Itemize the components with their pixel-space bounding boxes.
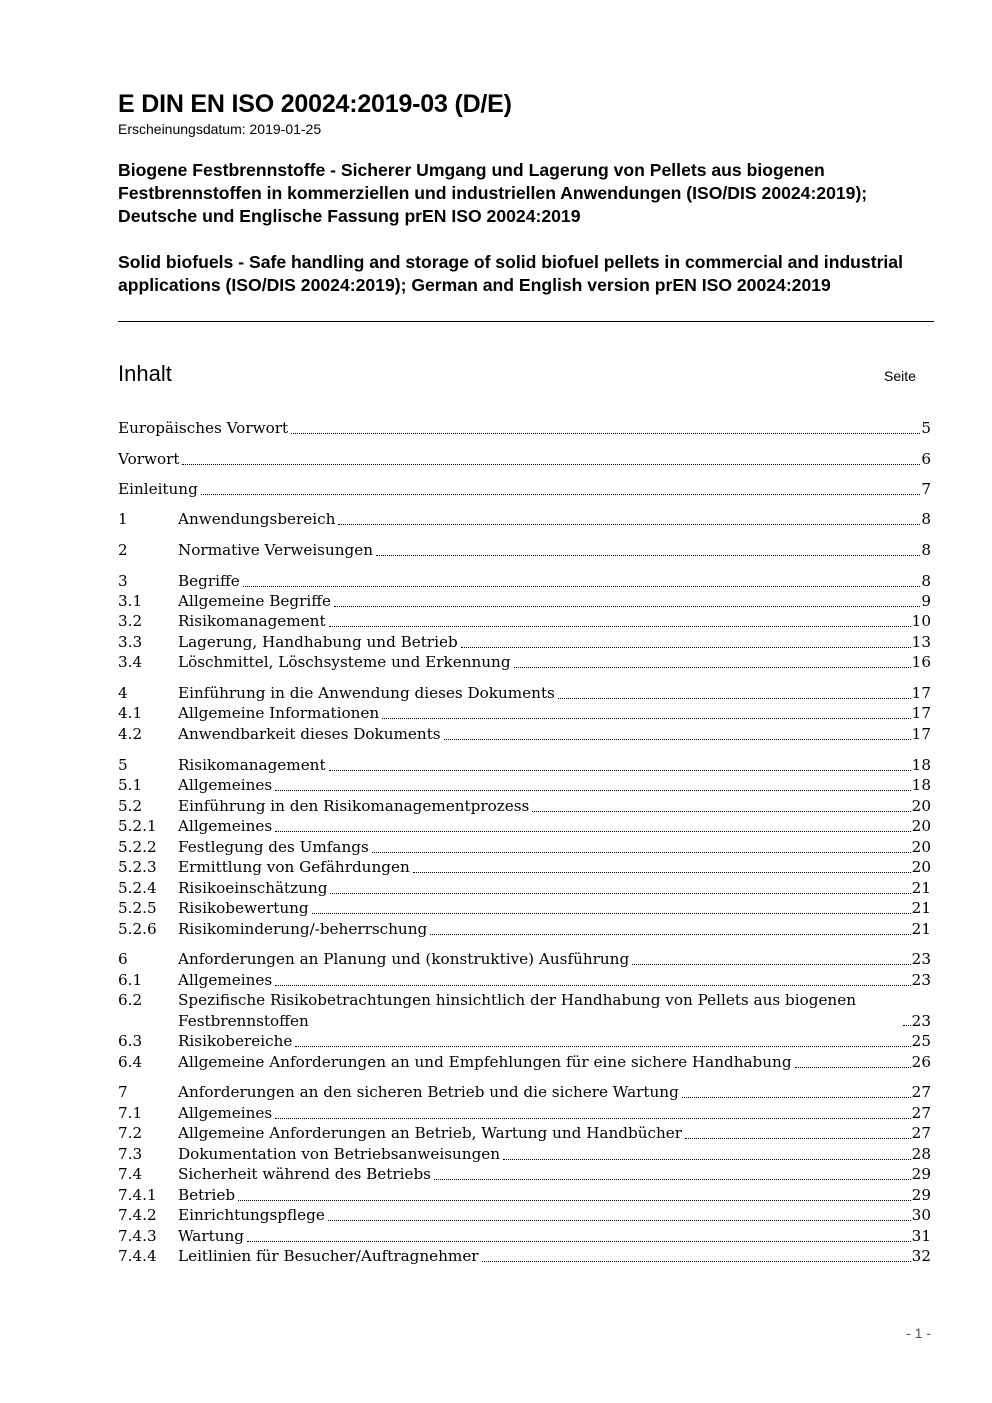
- toc-entry-title: Allgemeine Anforderungen an und Empfehlungen für eine sichere Handhabung: [178, 1053, 792, 1071]
- toc-dot-leader: [685, 1138, 911, 1139]
- toc-entry[interactable]: [118, 479, 931, 500]
- toc-entry[interactable]: [118, 1144, 931, 1165]
- toc-entry-page: 9: [921, 592, 931, 610]
- toc-entry[interactable]: [118, 857, 931, 878]
- toc-dot-leader: [514, 667, 911, 668]
- toc-dot-leader: [532, 811, 910, 812]
- toc-entry-title: Anforderungen an den sicheren Betrieb und die sichere Wartung: [178, 1083, 679, 1101]
- toc-entry-title-wrap: [178, 703, 912, 724]
- toc-entry-number: 5.2: [118, 797, 143, 815]
- toc-entry-number: 3.3: [118, 633, 143, 651]
- toc-dot-leader: [413, 872, 911, 873]
- toc-entry-title-wrap: [178, 571, 921, 592]
- toc-dot-leader: [182, 464, 920, 465]
- toc-entry-title: Allgemeines: [178, 971, 273, 989]
- toc-entry-title-wrap: [178, 898, 912, 919]
- toc-entry-page: 29: [911, 1165, 931, 1183]
- toc-entry-page: 27: [911, 1083, 931, 1101]
- toc-entry-title: Anwendbarkeit dieses Dokuments: [178, 725, 441, 743]
- toc-entry-page: 17: [911, 684, 931, 702]
- toc-entry[interactable]: [118, 1082, 931, 1103]
- toc-entry-title: Begriffe: [178, 572, 240, 590]
- toc-entry-number: 7: [118, 1083, 128, 1101]
- toc-entry[interactable]: [118, 703, 931, 724]
- toc-entry-title-wrap: [178, 509, 921, 530]
- toc-entry-number: 5.2.3: [118, 858, 157, 876]
- toc-entry-number: 6.4: [118, 1053, 143, 1071]
- toc-entry[interactable]: [118, 540, 931, 561]
- toc-dot-leader: [461, 647, 911, 648]
- toc-dot-leader: [482, 1261, 911, 1262]
- toc-entry-page: 7: [921, 480, 931, 498]
- toc-entry-number: 6.2: [118, 991, 143, 1009]
- toc-dot-leader: [291, 433, 920, 434]
- toc-entry[interactable]: [118, 724, 931, 745]
- toc-entry-title-wrap: [178, 837, 912, 858]
- toc-entry-number: 6.3: [118, 1032, 143, 1050]
- toc-entry-title: Allgemeines: [178, 776, 273, 794]
- document-id: E DIN EN ISO 20024:2019-03 (D/E): [118, 90, 512, 118]
- toc-entry-title: Spezifische Risikobetrachtungen hinsichtlich der Handhabung von Pellets aus biogenen Festbrennstoffen: [178, 991, 856, 1030]
- toc-entry-title: Einrichtungspflege: [178, 1206, 325, 1224]
- toc-entry-title: Einführung in die Anwendung dieses Dokuments: [178, 684, 555, 702]
- toc-dot-leader: [275, 1118, 910, 1119]
- toc-entry-number: 6.1: [118, 971, 143, 989]
- toc-entry[interactable]: [118, 1123, 931, 1144]
- toc-entry-number: 5: [118, 756, 128, 774]
- toc-entry-title-wrap: [178, 949, 912, 970]
- toc-entry-number: 3.1: [118, 592, 143, 610]
- toc-entry-title-wrap: [178, 724, 912, 745]
- toc-dot-leader: [682, 1097, 911, 1098]
- toc-entry-page: 13: [911, 633, 931, 651]
- title-divider: [118, 321, 934, 322]
- toc-entry-title: Festlegung des Umfangs: [178, 838, 369, 856]
- toc-entry-title: Einführung in den Risikomanagementprozess: [178, 797, 530, 815]
- toc-entry-title-wrap: [178, 1205, 912, 1226]
- toc-entry-number: 5.2.4: [118, 879, 157, 897]
- toc-entry-title-wrap: [178, 990, 912, 1031]
- toc-entry-title: Lagerung, Handhabung und Betrieb: [178, 633, 458, 651]
- toc-dot-leader: [334, 606, 920, 607]
- toc-entry[interactable]: [118, 1226, 931, 1247]
- toc-entry[interactable]: [118, 919, 931, 940]
- toc-entry[interactable]: [118, 755, 931, 776]
- toc-entry[interactable]: [118, 611, 931, 632]
- toc-entry-title-wrap: [118, 449, 921, 470]
- toc-entry-title: Sicherheit während des Betriebs: [178, 1165, 431, 1183]
- toc-entry-page: 8: [921, 572, 931, 590]
- toc-entry-number: 3: [118, 572, 128, 590]
- toc-entry[interactable]: [118, 970, 931, 991]
- toc-entry-title-wrap: [178, 1246, 912, 1267]
- toc-entry[interactable]: [118, 1164, 931, 1185]
- toc-entry[interactable]: [118, 878, 931, 899]
- toc-entry-title-wrap: [118, 418, 921, 439]
- toc-dot-leader: [275, 985, 910, 986]
- toc-entry-title: Risikobereiche: [178, 1032, 293, 1050]
- toc-entry-page: 23: [911, 971, 931, 989]
- toc-entry-title-wrap: [178, 878, 912, 899]
- toc-entry-title-wrap: [178, 683, 912, 704]
- toc-entry-page: 27: [911, 1124, 931, 1142]
- toc-entry-title: Normative Verweisungen: [178, 541, 374, 559]
- toc-dot-leader: [329, 770, 911, 771]
- toc-entry-title-wrap: [178, 1185, 912, 1206]
- toc-dot-leader: [376, 555, 920, 556]
- toc-entry-title-wrap: [178, 652, 912, 673]
- toc-entry-title-wrap: [178, 1103, 912, 1124]
- toc-entry-title-wrap: [178, 970, 912, 991]
- toc-dot-leader: [243, 586, 921, 587]
- toc-entry-title: Allgemeines: [178, 817, 273, 835]
- toc-dot-leader: [503, 1159, 911, 1160]
- toc-entry[interactable]: [118, 949, 931, 970]
- toc-dot-leader: [430, 934, 910, 935]
- toc-entry[interactable]: [118, 837, 931, 858]
- toc-entry-page: 6: [921, 450, 931, 468]
- toc-entry-number: 7.1: [118, 1104, 143, 1122]
- toc-dot-leader: [795, 1067, 911, 1068]
- toc-dot-leader: [329, 626, 911, 627]
- toc-entry-title-wrap: [178, 1052, 912, 1073]
- toc-entry-number: 5.2.5: [118, 899, 157, 917]
- toc-entry[interactable]: [118, 652, 931, 673]
- toc-entry-page: 20: [911, 838, 931, 856]
- page-number: - 1 -: [906, 1325, 931, 1341]
- toc-entry-title: Risikoeinschätzung: [178, 879, 328, 897]
- toc-entry-number: 4.2: [118, 725, 143, 743]
- toc-entry-number: 4: [118, 684, 128, 702]
- toc-dot-leader: [247, 1241, 911, 1242]
- toc-dot-leader: [372, 852, 911, 853]
- toc-entry-title-wrap: [178, 919, 912, 940]
- toc-entry-number: 3.2: [118, 612, 143, 630]
- toc-dot-leader: [330, 893, 910, 894]
- toc-entry-number: 7.4: [118, 1165, 143, 1183]
- toc-entry-number: 5.2.6: [118, 920, 157, 938]
- title-english: Solid biofuels - Safe handling and storage of solid biofuel pellets in commercial and industrial applications (ISO/DIS 20024:2019); German and English version prEN ISO 20024:2019: [118, 252, 903, 295]
- toc-entry[interactable]: [118, 1052, 931, 1073]
- toc-entry[interactable]: [118, 1185, 931, 1206]
- toc-dot-leader: [338, 524, 920, 525]
- toc-entry-title: Risikominderung/-beherrschung: [178, 920, 428, 938]
- toc-dot-leader: [558, 698, 911, 699]
- toc-entry-number: 5.2.2: [118, 838, 157, 856]
- toc-entry-title-wrap: [178, 1031, 912, 1052]
- toc-entry-number: 7.4.3: [118, 1227, 157, 1245]
- toc-entry-title: Leitlinien für Besucher/Auftragnehmer: [178, 1247, 479, 1265]
- toc-entry-page: 23: [911, 1011, 931, 1030]
- toc-entry-title-wrap: [178, 775, 912, 796]
- toc-entry-page: 30: [911, 1206, 931, 1224]
- toc-entry-page: 20: [911, 797, 931, 815]
- toc-dot-leader: [903, 1025, 911, 1026]
- toc-entry-title: Ermittlung von Gefährdungen: [178, 858, 410, 876]
- toc-entry-page: 23: [911, 950, 931, 968]
- toc-entry-title-wrap: [178, 1226, 912, 1247]
- toc-entry[interactable]: [118, 1103, 931, 1124]
- toc-entry-title-wrap: [178, 1164, 912, 1185]
- toc-entry-page: 20: [911, 858, 931, 876]
- toc-entry-title: Allgemeines: [178, 1104, 273, 1122]
- toc-entry[interactable]: [118, 571, 931, 592]
- toc-entry-number: 4.1: [118, 704, 143, 722]
- toc-entry-title: Europäisches Vorwort: [118, 419, 289, 437]
- toc-entry-number: 5.2.1: [118, 817, 157, 835]
- toc-entry-title: Betrieb: [178, 1186, 236, 1204]
- toc-entry-title-wrap: [178, 1082, 912, 1103]
- toc-entry-number: 3.4: [118, 653, 143, 671]
- toc-entry[interactable]: [118, 632, 931, 653]
- toc-dot-leader: [201, 494, 921, 495]
- toc-entry-page: 21: [911, 920, 931, 938]
- toc-entry-title-wrap: [178, 816, 912, 837]
- toc-entry-page: 26: [911, 1053, 931, 1071]
- toc-dot-leader: [444, 739, 911, 740]
- toc-entry-number: 7.4.2: [118, 1206, 157, 1224]
- toc-entry-number: 7.3: [118, 1145, 143, 1163]
- toc-entry-title-wrap: [178, 591, 921, 612]
- toc-entry[interactable]: [118, 796, 931, 817]
- toc-entry[interactable]: [118, 591, 931, 612]
- toc-entry-page: 5: [921, 419, 931, 437]
- toc-heading: Inhalt: [118, 361, 172, 386]
- toc-entry-page: 21: [911, 879, 931, 897]
- toc-dot-leader: [434, 1179, 911, 1180]
- toc-entry-number: 7.4.4: [118, 1247, 157, 1265]
- toc-entry[interactable]: [118, 449, 931, 470]
- toc-entry-page: 21: [911, 899, 931, 917]
- toc-entry-page: 28: [911, 1145, 931, 1163]
- toc-dot-leader: [312, 913, 911, 914]
- toc-entry-title: Vorwort: [118, 450, 180, 468]
- toc-entry-page: 20: [911, 817, 931, 835]
- toc-entry-number: 2: [118, 541, 128, 559]
- toc-entry-title: Allgemeine Begriffe: [178, 592, 332, 610]
- toc-entry-title: Wartung: [178, 1227, 244, 1245]
- toc-entry-page: 18: [911, 756, 931, 774]
- toc-entry-number: 5.1: [118, 776, 143, 794]
- toc-entry-page: 8: [921, 510, 931, 528]
- toc-entry-title: Anforderungen an Planung und (konstruktive) Ausführung: [178, 950, 630, 968]
- title-german: Biogene Festbrennstoffe - Sicherer Umgang und Lagerung von Pellets aus biogenen Festbrennstoffen in kommerziellen und industriellen Anwendungen (ISO/DIS 20024:2019); Deutsche und Englische Fassung prEN ISO 20024:2019: [118, 160, 868, 226]
- toc-entry-number: 7.4.1: [118, 1186, 157, 1204]
- toc-entry-title-wrap: [178, 540, 921, 561]
- toc-entry-page: 17: [911, 725, 931, 743]
- toc-entry-page: 8: [921, 541, 931, 559]
- toc-entry-page: 16: [911, 653, 931, 671]
- toc-entry-page: 25: [911, 1032, 931, 1050]
- toc-entry-title: Risikomanagement: [178, 612, 326, 630]
- toc-entry-number: 7.2: [118, 1124, 143, 1142]
- toc-entry-title: Einleitung: [118, 480, 198, 498]
- toc-entry-page: 31: [911, 1227, 931, 1245]
- toc-entry-number: 6: [118, 950, 128, 968]
- toc-entry-title-wrap: [178, 796, 912, 817]
- toc-dot-leader: [238, 1200, 911, 1201]
- toc-entry-title: Dokumentation von Betriebsanweisungen: [178, 1145, 501, 1163]
- toc-entry[interactable]: [118, 898, 931, 919]
- toc-entry-title: Löschmittel, Löschsysteme und Erkennung: [178, 653, 511, 671]
- toc-dot-leader: [328, 1220, 911, 1221]
- publication-date: Erscheinungsdatum: 2019-01-25: [118, 121, 322, 137]
- toc-entry-page: 32: [911, 1247, 931, 1265]
- toc-entry-title-wrap: [178, 755, 912, 776]
- toc-entry-title-wrap: [178, 611, 912, 632]
- toc-entry-title-wrap: [118, 479, 921, 500]
- toc-entry-title-wrap: [178, 857, 912, 878]
- toc-entry-page: 18: [911, 776, 931, 794]
- toc-page-column-label: Seite: [884, 368, 916, 384]
- toc-entry[interactable]: [118, 1031, 931, 1052]
- toc-entry-page: 29: [911, 1186, 931, 1204]
- toc-entry[interactable]: [118, 990, 931, 1031]
- toc-entry-title-wrap: [178, 1123, 912, 1144]
- toc-entry[interactable]: [118, 509, 931, 530]
- toc-entry[interactable]: [118, 775, 931, 796]
- toc-entry-title-wrap: [178, 1144, 912, 1165]
- toc-entry-title: Risikomanagement: [178, 756, 326, 774]
- toc-entry-number: 1: [118, 510, 128, 528]
- toc-entry-title: Allgemeine Anforderungen an Betrieb, Wartung und Handbücher: [178, 1124, 683, 1142]
- toc-entry[interactable]: [118, 683, 931, 704]
- toc-entry-title-wrap: [178, 632, 912, 653]
- toc-entry-title: Anwendungsbereich: [178, 510, 336, 528]
- toc-entry[interactable]: [118, 418, 931, 439]
- toc-dot-leader: [632, 964, 910, 965]
- toc-entry-page: 17: [911, 704, 931, 722]
- toc-dot-leader: [382, 718, 911, 719]
- toc-entry-page: 10: [911, 612, 931, 630]
- toc-entry[interactable]: [118, 1205, 931, 1226]
- toc-entry-title: Risikobewertung: [178, 899, 309, 917]
- toc-dot-leader: [295, 1046, 910, 1047]
- toc-dot-leader: [275, 831, 910, 832]
- toc-entry-title: Allgemeine Informationen: [178, 704, 380, 722]
- toc-entry-page: 27: [911, 1104, 931, 1122]
- toc-entry[interactable]: [118, 1246, 931, 1267]
- toc-entry[interactable]: [118, 816, 931, 837]
- toc-dot-leader: [275, 790, 910, 791]
